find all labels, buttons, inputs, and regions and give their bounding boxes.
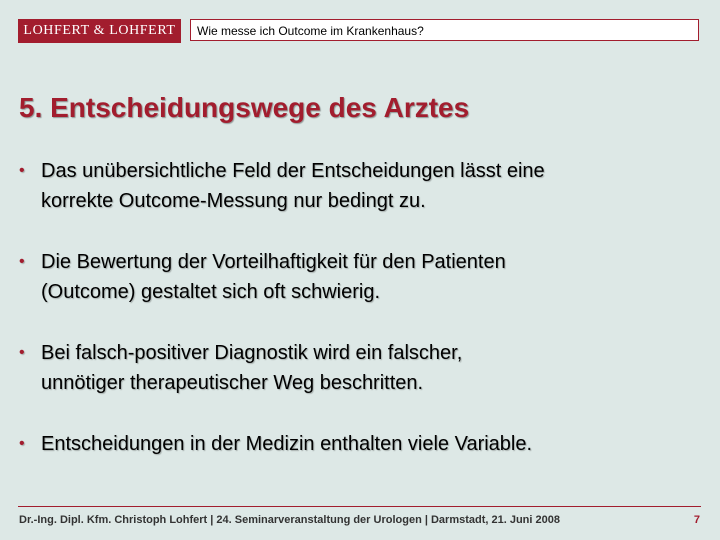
bullet-item bbox=[19, 338, 709, 398]
bullet-text-line: Die Bewertung der Vorteilhaftigkeit für den Patienten bbox=[41, 251, 506, 273]
bullet-text-line: Entscheidungen in der Medizin enthalten viele Variable. bbox=[41, 433, 533, 455]
bullet-text-line: Das unübersichtliche Feld der Entscheidungen lässt eine bbox=[41, 160, 545, 182]
bullet-item bbox=[19, 429, 709, 459]
bullet-list bbox=[19, 156, 709, 490]
bullet-dot-icon: • bbox=[19, 435, 25, 452]
bullet-text-line: Bei falsch-positiver Diagnostik wird ein falscher, bbox=[41, 342, 463, 364]
footer-credits: Dr.-Ing. Dipl. Kfm. Christoph Lohfert | 24. Seminarveranstaltung der Urologen | Darmstadt, 21. Juni 2008 bbox=[19, 514, 560, 526]
slide-title: 5. Entscheidungswege des Arztes bbox=[19, 92, 470, 123]
bullet-item bbox=[19, 247, 709, 307]
bullet-text-line: unnötiger therapeutischer Weg beschritten. bbox=[41, 372, 424, 394]
bullet-dot-icon: • bbox=[19, 162, 25, 179]
bullet-text-line: (Outcome) gestaltet sich oft schwierig. bbox=[41, 281, 381, 303]
company-logo: LOHFERT & LOHFERT bbox=[18, 19, 181, 43]
page-number: 7 bbox=[693, 514, 700, 526]
bullet-text-line: korrekte Outcome-Messung nur bedingt zu. bbox=[41, 190, 426, 212]
presentation-topic: Wie messe ich Outcome im Krankenhaus? bbox=[190, 19, 699, 41]
bullet-dot-icon: • bbox=[19, 253, 25, 270]
bullet-item bbox=[19, 156, 709, 216]
footer-divider bbox=[18, 506, 701, 507]
bullet-dot-icon: • bbox=[19, 344, 25, 361]
